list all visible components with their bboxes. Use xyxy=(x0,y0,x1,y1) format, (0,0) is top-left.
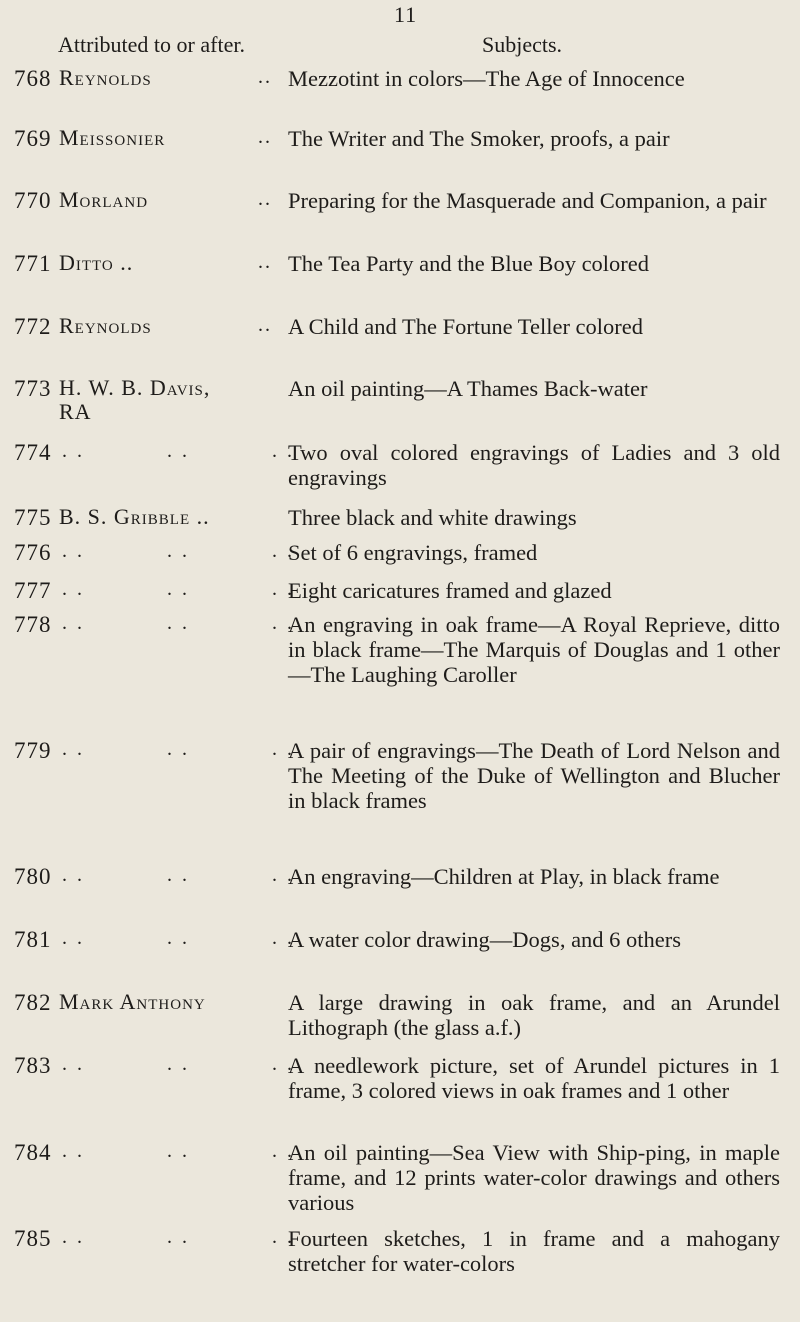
lot-subject: Three black and white drawings xyxy=(288,505,577,530)
lot-number: 770 xyxy=(14,188,52,213)
lot-subject: Preparing for the Masquerade and Companion, a pair xyxy=(288,188,767,213)
leader-dots: .. xyxy=(258,251,272,273)
page-number: 11 xyxy=(394,2,418,27)
lot-subject: A water color drawing—Dogs, and 6 others xyxy=(288,927,682,952)
artist-column-header: Attributed to or after. xyxy=(58,32,245,57)
lot-number: 779 xyxy=(14,738,52,763)
lot-number: 775 xyxy=(14,505,52,530)
lot-number: 768 xyxy=(14,66,52,91)
lot-artist: Ditto .. xyxy=(59,250,134,275)
lot-subject: Set of 6 engravings, framed xyxy=(288,540,538,565)
leader-dots: .. xyxy=(258,188,272,210)
lot-number: 774 xyxy=(14,440,52,465)
lot-subject: An oil painting—Sea View with Ship-ping, in maple frame, and 12 prints water-color drawings and others various xyxy=(288,1140,780,1215)
lot-subject: A needlework picture, set of Arundel pictures in 1 frame, 3 colored views in oak frames and 1 other xyxy=(288,1053,780,1103)
lot-number: 777 xyxy=(14,578,52,603)
lot-subject: Two oval colored engravings of Ladies and 3 old engravings xyxy=(288,440,780,490)
lot-number: 780 xyxy=(14,864,52,889)
lot-subject: The Writer and The Smoker, proofs, a pair xyxy=(288,126,670,151)
lot-subject: A Child and The Fortune Teller colored xyxy=(288,314,644,339)
lot-subject: An oil painting—A Thames Back-water xyxy=(288,376,648,401)
lot-number: 783 xyxy=(14,1053,52,1078)
lot-number: 784 xyxy=(14,1140,52,1165)
leader-dots: .. xyxy=(258,314,272,336)
lot-subject: Fourteen sketches, 1 in frame and a mahogany stretcher for water-colors xyxy=(288,1226,780,1276)
leader-dots: .. .. .. xyxy=(62,1140,302,1162)
leader-dots: .. .. .. xyxy=(62,738,302,760)
lot-number: 769 xyxy=(14,126,52,151)
lot-number: 778 xyxy=(14,612,52,637)
lot-artist: Reynolds xyxy=(59,313,152,338)
leader-dots: .. .. .. xyxy=(62,578,302,600)
lot-subject: The Tea Party and the Blue Boy colored xyxy=(288,251,650,276)
lot-subject: Eight caricatures framed and glazed xyxy=(288,578,612,603)
leader-dots: .. .. .. xyxy=(62,864,302,886)
lot-number: 782 xyxy=(14,990,52,1015)
lot-number: 776 xyxy=(14,540,52,565)
lot-subject: A large drawing in oak frame, and an Arundel Lithograph (the glass a.f.) xyxy=(288,990,780,1040)
leader-dots: .. .. .. xyxy=(62,927,302,949)
lot-subject: An engraving in oak frame—A Royal Reprieve, ditto in black frame—The Marquis of Douglas and 1 other—The Laughing Caroller xyxy=(288,612,780,687)
subjects-column-header: Subjects. xyxy=(482,32,563,57)
lot-number: 773 xyxy=(14,376,52,401)
leader-dots: .. .. .. xyxy=(62,1226,302,1248)
lot-artist: H. W. B. Davis, RA xyxy=(59,375,211,424)
lot-subject: A pair of engravings—The Death of Lord Nelson and The Meeting of the Duke of Wellington and Blucher in black frames xyxy=(288,738,780,813)
lot-artist: Mark Anthony xyxy=(59,989,206,1014)
lot-artist: Morland xyxy=(59,187,149,212)
lot-artist: Reynolds xyxy=(59,65,152,90)
leader-dots: .. .. .. xyxy=(62,612,302,634)
lot-subject: Mezzotint in colors—The Age of Innocence xyxy=(288,66,685,91)
leader-dots: .. xyxy=(258,126,272,148)
lot-artist: B. S. Gribble .. xyxy=(59,504,210,529)
leader-dots: .. .. .. xyxy=(62,540,302,562)
lot-number: 771 xyxy=(14,251,52,276)
lot-artist: Meissonier xyxy=(59,125,166,150)
lot-number: 772 xyxy=(14,314,52,339)
lot-subject: An engraving—Children at Play, in black frame xyxy=(288,864,720,889)
lot-number: 785 xyxy=(14,1226,52,1251)
lot-number: 781 xyxy=(14,927,52,952)
leader-dots: .. .. .. xyxy=(62,440,302,462)
leader-dots: .. xyxy=(258,66,272,88)
leader-dots: .. .. .. xyxy=(62,1053,302,1075)
